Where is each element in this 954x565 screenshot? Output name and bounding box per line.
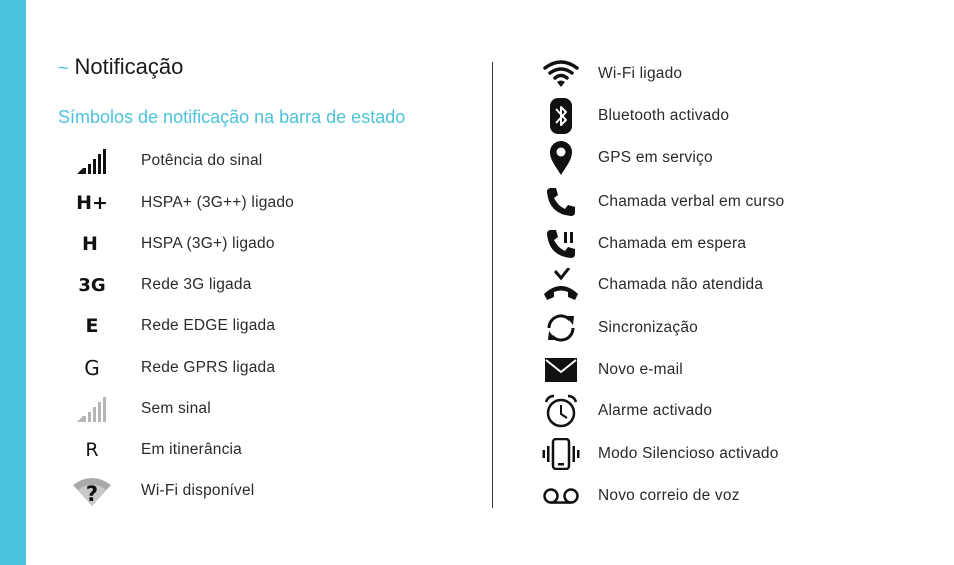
alarm-icon (540, 392, 582, 430)
section-subtitle: Símbolos de notificação na barra de estado (58, 107, 406, 127)
list-item-label: Rede EDGE ligada (141, 317, 276, 334)
missed-call-icon (540, 266, 582, 304)
list-item-label: Chamada em espera (598, 235, 747, 252)
column-divider (492, 62, 493, 508)
hspa-icon: H (82, 233, 98, 255)
list-item-label: HSPA (3G+) ligado (141, 235, 275, 252)
no-signal-icon (70, 392, 114, 426)
list-item-label: Alarme activado (598, 402, 713, 419)
list-item-label: Wi-Fi ligado (598, 65, 683, 82)
list-item-label: Sem sinal (141, 400, 211, 417)
list-item-label: Bluetooth activado (598, 107, 730, 124)
gprs-icon: G (84, 356, 100, 380)
signal-strength-icon (70, 144, 114, 178)
list-item-label: Sincronização (598, 319, 698, 336)
sync-icon (540, 309, 582, 347)
wifi-on-icon (540, 55, 582, 93)
wifi-available-icon (70, 474, 114, 508)
hspa-plus-icon: H+ (76, 192, 108, 214)
side-accent-bar (0, 0, 26, 565)
list-item-label: Rede GPRS ligada (141, 359, 276, 376)
page-title (58, 54, 183, 80)
list-item-label: Novo correio de voz (598, 487, 740, 504)
list-item-label: HSPA+ (3G++) ligado (141, 194, 294, 211)
list-item-label: Chamada não atendida (598, 276, 764, 293)
list-item-label: Chamada verbal em curso (598, 193, 785, 210)
svg-text:?: ? (85, 482, 99, 506)
3g-icon: 3G (78, 274, 106, 296)
list-item-label: Novo e-mail (598, 361, 683, 378)
list-item-label: Em itinerância (141, 441, 243, 458)
call-in-progress-icon (540, 183, 582, 221)
list-item-label: Wi-Fi disponível (141, 482, 255, 499)
list-item-label: Potência do sinal (141, 152, 263, 169)
list-item-label: Rede 3G ligada (141, 276, 252, 293)
edge-icon: E (85, 315, 99, 337)
email-icon (540, 351, 582, 389)
roaming-icon: R (85, 439, 99, 461)
gps-icon (540, 139, 582, 177)
bluetooth-icon (540, 97, 582, 135)
list-item-label: GPS em serviço (598, 149, 713, 166)
list-item-label: Modo Silencioso activado (598, 445, 779, 462)
voicemail-icon (540, 477, 582, 515)
call-on-hold-icon (540, 225, 582, 263)
vibrate-icon (540, 435, 582, 473)
title-text: Notificação (74, 54, 184, 79)
title-tilde: ~ (58, 58, 69, 78)
